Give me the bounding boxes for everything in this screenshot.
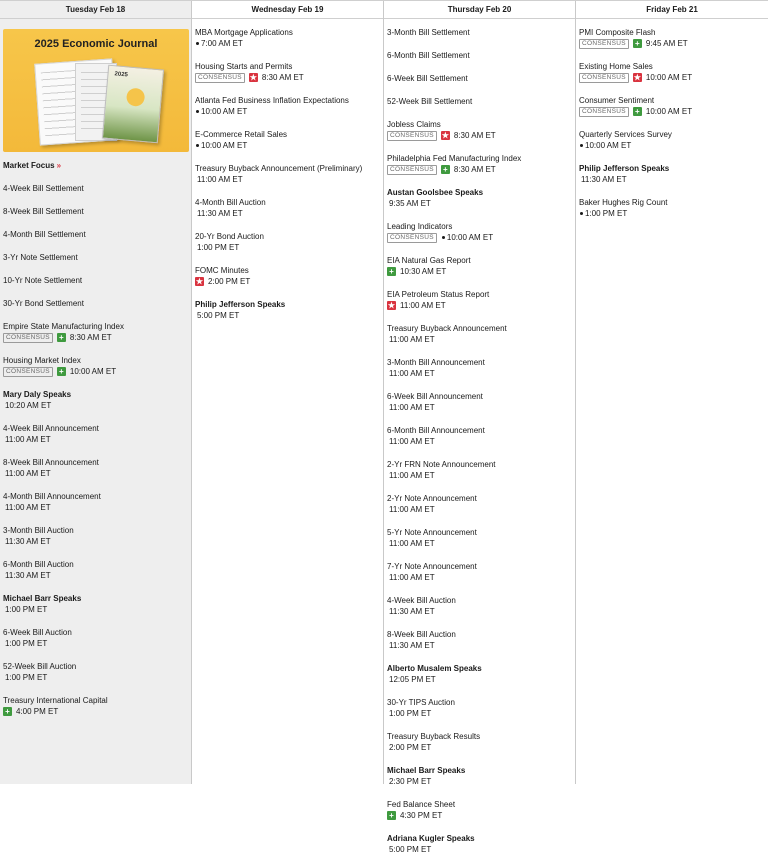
consensus-badge[interactable]: CONSENSUS [579,73,629,83]
event-meta [387,436,572,447]
promo-title: 2025 Economic Journal [34,38,158,50]
event-item[interactable] [387,731,572,753]
star-icon: ★ [249,73,257,82]
event-time: 1:00 PM ET [5,673,48,682]
day-header: Thursday Feb 20 [384,1,575,19]
event-meta [579,208,765,219]
event-title[interactable]: 6-Week Bill Settlement [387,74,468,83]
event-time: 10:00 AM ET [645,73,693,82]
event-title[interactable]: 4-Month Bill Announcement [3,492,101,501]
event-item[interactable] [195,299,380,321]
event-time: 1:00 PM ET [197,243,240,252]
event-meta [387,300,572,311]
consensus-badge[interactable]: CONSENSUS [387,233,437,243]
event-meta [3,706,188,717]
bullet-dot-icon [580,212,583,215]
event-title[interactable]: 30-Yr TIPS Auction [387,698,455,707]
event-title[interactable]: Adriana Kugler Speaks [387,834,475,843]
event-time: 11:00 AM ET [5,469,51,478]
event-time: 5:00 PM ET [197,311,240,320]
event-item[interactable] [3,183,188,194]
event-time: 11:00 AM ET [389,335,435,344]
event-time: 11:00 AM ET [197,175,243,184]
event-meta [387,504,572,515]
event-meta [387,538,572,549]
event-time: 4:00 PM ET [16,707,59,716]
plus-icon: + [633,107,642,116]
event-item[interactable] [387,425,572,447]
event-title[interactable]: 3-Yr Note Settlement [3,253,78,262]
event-time: 2:00 PM ET [208,277,251,286]
event-meta [3,570,188,581]
event-time: 7:00 AM ET [201,39,243,48]
event-meta [3,502,188,513]
event-meta [3,400,188,411]
event-title[interactable]: 4-Week Bill Settlement [3,184,84,193]
event-title[interactable]: 3-Month Bill Auction [3,526,74,535]
event-item[interactable] [387,459,572,481]
event-title[interactable]: Treasury International Capital [3,696,108,705]
event-title[interactable]: Treasury Buyback Announcement [387,324,507,333]
event-item[interactable] [195,231,380,253]
event-meta [579,140,765,151]
event-time: 8:30 AM ET [261,73,304,82]
event-item[interactable] [579,27,765,49]
bullet-dot-icon [196,42,199,45]
event-time: 11:00 AM ET [5,503,51,512]
event-time: 10:00 AM ET [645,107,693,116]
event-meta [387,810,572,821]
event-item[interactable] [387,527,572,549]
event-time: 1:00 PM ET [5,605,48,614]
event-item[interactable] [387,561,572,583]
consensus-badge[interactable]: CONSENSUS [387,131,437,141]
event-time: 8:30 AM ET [453,165,496,174]
event-title[interactable]: Philip Jefferson Speaks [195,300,286,309]
event-meta [387,130,572,141]
event-time: 11:30 AM ET [5,537,51,546]
event-title[interactable]: FOMC Minutes [195,266,249,275]
event-item[interactable] [387,391,572,413]
event-title[interactable]: 8-Week Bill Auction [387,630,456,639]
event-time: 11:30 AM ET [581,175,627,184]
event-title[interactable]: 3-Month Bill Announcement [387,358,485,367]
event-time: 8:30 AM ET [453,131,496,140]
event-time: 11:30 AM ET [197,209,243,218]
event-title[interactable]: Philip Jefferson Speaks [579,164,670,173]
event-time: 10:20 AM ET [5,401,52,410]
event-item[interactable] [3,661,188,683]
event-time: 11:00 AM ET [389,471,435,480]
event-title[interactable]: PMI Composite Flash [579,28,656,37]
bullet-dot-icon [196,110,199,113]
event-list [3,183,188,717]
event-item[interactable] [387,119,572,141]
event-title[interactable]: 4-Week Bill Auction [387,596,456,605]
event-meta [579,106,765,117]
event-item[interactable] [195,163,380,185]
bullet-dot-icon [196,144,199,147]
event-time: 12:05 PM ET [389,675,436,684]
event-title[interactable]: 30-Yr Bond Settlement [3,299,84,308]
plus-icon: + [387,267,396,276]
event-meta [387,844,572,855]
event-title[interactable]: Atlanta Fed Business Inflation Expectations [195,96,349,105]
event-title[interactable]: 8-Week Bill Settlement [3,207,84,216]
event-meta [195,38,380,49]
consensus-badge[interactable]: CONSENSUS [579,39,629,49]
event-time: 10:00 AM ET [201,141,248,150]
event-item[interactable] [195,27,380,49]
event-meta [195,174,380,185]
event-item[interactable] [387,187,572,209]
event-meta [3,332,188,343]
event-title[interactable]: Leading Indicators [387,222,453,231]
event-meta [3,468,188,479]
event-item[interactable] [3,275,188,286]
event-meta [195,140,380,151]
event-item[interactable] [387,323,572,345]
event-item[interactable] [387,255,572,277]
event-title[interactable]: 4-Month Bill Settlement [3,230,86,239]
event-item[interactable] [195,197,380,219]
event-title[interactable]: Quarterly Services Survey [579,130,672,139]
event-time: 4:30 PM ET [400,811,443,820]
event-meta [387,402,572,413]
event-title[interactable]: 6-Week Bill Announcement [387,392,483,401]
event-meta [3,536,188,547]
event-title[interactable]: 6-Month Bill Auction [3,560,74,569]
event-title[interactable]: Housing Starts and Permits [195,62,293,71]
event-item[interactable] [387,697,572,719]
event-time: 10:00 AM ET [585,141,632,150]
journal-book-illustration [102,65,164,144]
day-header: Wednesday Feb 19 [192,1,383,19]
star-icon: ★ [441,131,449,140]
event-item[interactable] [387,663,572,685]
market-focus-label: Market Focus [3,161,55,170]
day-column-friday [576,1,768,784]
event-item[interactable] [3,525,188,547]
star-icon: ★ [633,73,641,82]
event-meta [579,38,765,49]
event-meta [387,266,572,277]
event-meta [387,198,572,209]
event-item[interactable] [195,95,380,117]
event-time: 2:30 PM ET [389,777,432,786]
event-item[interactable] [3,695,188,717]
consensus-badge[interactable]: CONSENSUS [387,165,437,175]
event-time: 11:00 AM ET [389,539,435,548]
event-title[interactable]: Housing Market Index [3,356,81,365]
event-item[interactable] [579,163,765,185]
event-title[interactable]: Michael Barr Speaks [387,766,466,775]
event-title[interactable]: Existing Home Sales [579,62,653,71]
bullet-dot-icon [580,144,583,147]
consensus-badge[interactable]: CONSENSUS [579,107,629,117]
event-meta [195,208,380,219]
event-item[interactable] [195,265,380,287]
event-meta [387,334,572,345]
event-title[interactable]: Fed Balance Sheet [387,800,456,809]
event-time: 1:00 PM ET [585,209,628,218]
event-title[interactable]: 3-Month Bill Settlement [387,28,470,37]
event-item[interactable] [3,298,188,309]
event-meta [387,674,572,685]
event-time: 1:00 PM ET [5,639,48,648]
event-meta [3,366,188,377]
event-title[interactable]: Mary Daly Speaks [3,390,72,399]
event-title[interactable]: Michael Barr Speaks [3,594,82,603]
plus-icon: + [441,165,450,174]
event-time: 11:00 AM ET [389,437,435,446]
event-title[interactable]: Empire State Manufacturing Index [3,322,124,331]
star-icon: ★ [387,301,396,310]
event-item[interactable] [3,355,188,377]
event-time: 10:30 AM ET [400,267,447,276]
event-item[interactable] [3,229,188,240]
event-item[interactable] [195,129,380,151]
star-icon: ★ [195,277,204,286]
market-focus-link[interactable] [3,160,188,171]
event-time: 11:00 AM ET [389,403,435,412]
event-meta [387,470,572,481]
event-meta [3,672,188,683]
event-item[interactable] [3,389,188,411]
event-title[interactable]: E-Commerce Retail Sales [195,130,288,139]
event-meta [195,72,380,83]
event-item[interactable] [387,153,572,175]
event-time: 11:00 AM ET [5,435,51,444]
event-title[interactable]: 10-Yr Note Settlement [3,276,83,285]
event-meta [579,72,765,83]
event-title[interactable]: Consumer Sentiment [579,96,655,105]
consensus-badge[interactable]: CONSENSUS [3,367,53,377]
event-time: 11:00 AM ET [389,505,435,514]
event-meta [387,232,572,243]
event-title[interactable]: Treasury Buyback Results [387,732,481,741]
event-meta [387,368,572,379]
event-item[interactable] [195,61,380,83]
event-title[interactable]: Austan Goolsbee Speaks [387,188,484,197]
event-time: 11:00 AM ET [389,573,435,582]
event-time: 10:00 AM ET [446,233,494,242]
event-title[interactable]: 4-Week Bill Announcement [3,424,99,433]
event-item[interactable] [3,627,188,649]
day-column-thursday [384,1,576,854]
event-item[interactable] [3,593,188,615]
day-column-tuesday [0,1,192,784]
event-meta [387,776,572,787]
event-meta [387,572,572,583]
event-time: 8:30 AM ET [69,333,112,342]
consensus-badge[interactable]: CONSENSUS [195,73,245,83]
event-title[interactable]: EIA Petroleum Status Report [387,290,490,299]
event-meta [387,606,572,617]
event-title[interactable]: MBA Mortgage Applications [195,28,293,37]
event-time: 9:35 AM ET [389,199,431,208]
event-list [195,27,380,321]
event-meta [387,164,572,175]
event-meta [387,742,572,753]
event-title[interactable]: 7-Yr Note Announcement [387,562,477,571]
double-chevron-right-icon: » [56,161,62,170]
event-time: 11:30 AM ET [389,641,435,650]
event-time: 9:45 AM ET [645,39,688,48]
plus-icon: + [3,707,12,716]
event-title[interactable]: 5-Yr Note Announcement [387,528,477,537]
event-item[interactable] [3,206,188,217]
event-meta [3,604,188,615]
event-title[interactable]: 4-Month Bill Auction [195,198,266,207]
event-item[interactable] [387,73,572,84]
event-item[interactable] [387,50,572,61]
event-time: 11:30 AM ET [5,571,51,580]
event-list [387,27,572,855]
event-item[interactable] [3,252,188,263]
event-time: 11:00 AM ET [400,301,446,310]
plus-icon: + [57,367,66,376]
event-meta [195,310,380,321]
event-title[interactable]: 6-Week Bill Auction [3,628,72,637]
event-item[interactable] [579,95,765,117]
event-meta [387,708,572,719]
event-item[interactable] [387,289,572,311]
event-item[interactable] [387,27,572,38]
event-title[interactable]: 2-Yr Note Announcement [387,494,477,503]
event-item[interactable] [387,96,572,107]
event-time: 10:00 AM ET [69,367,117,376]
event-item[interactable] [3,491,188,513]
event-item[interactable] [387,493,572,515]
event-item[interactable] [387,221,572,243]
event-title[interactable]: 52-Week Bill Settlement [387,97,473,106]
event-time: 5:00 PM ET [389,845,432,854]
consensus-badge[interactable]: CONSENSUS [3,333,53,343]
day-column-wednesday [192,1,384,784]
promo-book-title: 2025 [114,71,129,79]
event-item[interactable] [387,629,572,651]
event-title[interactable]: Baker Hughes Rig Count [579,198,668,207]
event-meta [195,106,380,117]
economic-journal-promo[interactable] [3,29,189,152]
event-item[interactable] [387,799,572,821]
event-item[interactable] [3,457,188,479]
event-title[interactable]: 52-Week Bill Auction [3,662,77,671]
day-header: Friday Feb 21 [576,1,768,19]
event-title[interactable]: 8-Week Bill Announcement [3,458,99,467]
event-item[interactable] [387,595,572,617]
bullet-dot-icon [442,236,445,239]
event-meta [579,174,765,185]
event-title[interactable]: 6-Month Bill Announcement [387,426,485,435]
event-item[interactable] [3,559,188,581]
event-item[interactable] [387,357,572,379]
event-title[interactable]: Treasury Buyback Announcement (Preliminary) [195,164,363,173]
event-title[interactable]: 2-Yr FRN Note Announcement [387,460,496,469]
event-time: 11:30 AM ET [389,607,435,616]
event-title[interactable]: EIA Natural Gas Report [387,256,471,265]
event-title[interactable]: 6-Month Bill Settlement [387,51,470,60]
event-meta [3,638,188,649]
plus-icon: + [387,811,396,820]
event-time: 10:00 AM ET [201,107,248,116]
plus-icon: + [57,333,66,342]
event-meta [387,640,572,651]
event-title[interactable]: Alberto Musalem Speaks [387,664,482,673]
event-title[interactable]: Jobless Claims [387,120,441,129]
event-time: 11:00 AM ET [389,369,435,378]
event-meta [3,434,188,445]
sun-illustration [126,87,146,107]
event-title[interactable]: Philadelphia Fed Manufacturing Index [387,154,522,163]
event-time: 2:00 PM ET [389,743,432,752]
event-item[interactable] [579,197,765,219]
event-time: 1:00 PM ET [389,709,432,718]
event-title[interactable]: 20-Yr Bond Auction [195,232,264,241]
event-item[interactable] [579,61,765,83]
event-item[interactable] [3,321,188,343]
event-item[interactable] [387,765,572,787]
day-header: Tuesday Feb 18 [0,1,191,19]
event-item[interactable] [387,833,572,855]
event-item[interactable] [3,423,188,445]
event-list [579,27,765,219]
event-meta [195,276,380,287]
plus-icon: + [633,39,642,48]
event-meta [195,242,380,253]
event-item[interactable] [579,129,765,151]
